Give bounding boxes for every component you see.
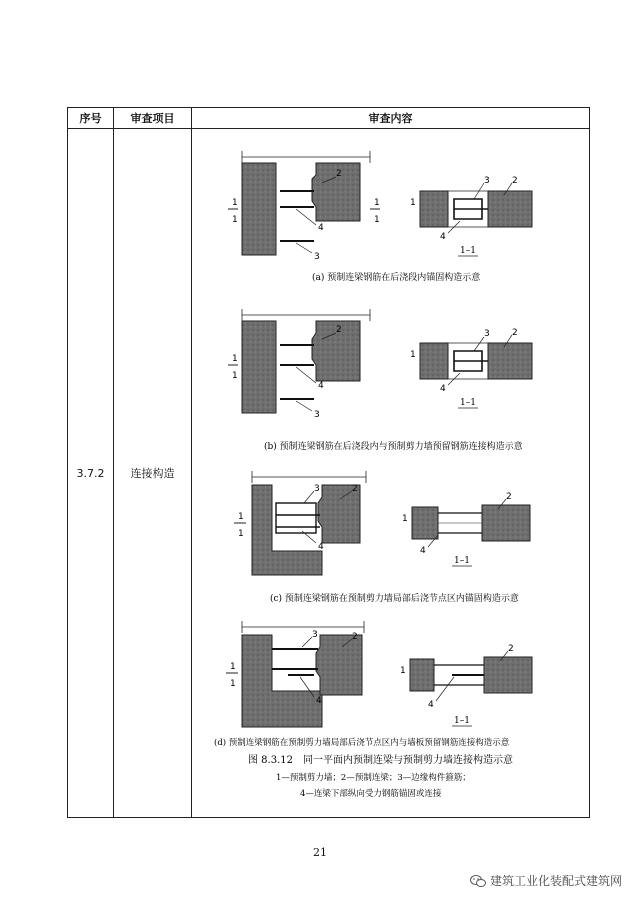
callout-1: 1 xyxy=(410,350,416,360)
caption-a: (a) 预制连梁钢筋在后浇段内锚固构造示意 xyxy=(312,273,481,283)
cut-mark: 1 xyxy=(374,215,380,225)
callout-1: 1 xyxy=(410,198,416,208)
callout-4: 4 xyxy=(440,384,446,394)
table-header-row xyxy=(68,108,590,129)
callout-3: 3 xyxy=(484,176,490,186)
wechat-icon xyxy=(470,874,486,888)
callout-3: 3 xyxy=(484,329,490,339)
cut-mark: 1 xyxy=(232,198,238,208)
figure-legend-line-2: 4—连梁下部纵向受力钢筋锚固或连接 xyxy=(300,789,442,799)
header-item: 审查项目 xyxy=(114,108,192,129)
section-label: 1–1 xyxy=(460,246,476,256)
cut-mark: 1 xyxy=(232,371,238,381)
diagram-c-plan xyxy=(234,471,366,575)
cut-mark: 1 xyxy=(238,512,244,522)
callout-2: 2 xyxy=(512,328,518,338)
diagram-b-plan xyxy=(228,309,370,420)
callout-2: 2 xyxy=(506,492,512,502)
callout-3: 3 xyxy=(314,252,320,262)
section-label: 1–1 xyxy=(460,398,476,408)
diagram-a-plan xyxy=(228,151,380,262)
callout-3: 3 xyxy=(314,410,320,420)
connection-figure xyxy=(192,129,590,819)
watermark-text: 建筑工业化装配式建筑网 xyxy=(489,874,622,888)
cut-mark: 1 xyxy=(232,215,238,225)
diagram-b-section xyxy=(410,328,532,408)
figure-title: 图 8.3.12 同一平面内预制连梁与预制剪力墙连接构造示意 xyxy=(248,755,513,766)
row-topic: 连接构造 xyxy=(114,129,192,818)
diagram-d-section xyxy=(400,644,532,726)
table-row xyxy=(68,129,590,818)
callout-4: 4 xyxy=(318,223,324,233)
watermark xyxy=(470,872,622,889)
callout-4: 4 xyxy=(420,546,426,556)
row-code: 3.7.2 xyxy=(68,129,114,818)
callout-1: 1 xyxy=(400,666,406,676)
callout-4: 4 xyxy=(316,696,322,706)
cut-mark: 1 xyxy=(230,679,236,689)
cut-mark: 1 xyxy=(232,354,238,364)
callout-4: 4 xyxy=(318,381,324,391)
callout-4: 4 xyxy=(318,542,324,552)
callout-3: 3 xyxy=(312,630,318,640)
callout-4: 4 xyxy=(440,232,446,242)
figure-cell xyxy=(192,129,590,818)
callout-2: 2 xyxy=(352,632,358,642)
page-number: 21 xyxy=(313,846,327,859)
section-label: 1–1 xyxy=(454,556,470,566)
caption-b: (b) 预制连梁钢筋在后浇段内与预制剪力墙预留钢筋连接构造示意 xyxy=(264,442,523,452)
diagram-a-section xyxy=(410,176,532,256)
callout-4: 4 xyxy=(428,700,434,710)
cut-mark: 1 xyxy=(238,529,244,539)
header-serial: 序号 xyxy=(68,108,114,129)
callout-2: 2 xyxy=(512,176,518,186)
callout-3: 3 xyxy=(314,484,320,494)
callout-1: 1 xyxy=(402,514,408,524)
callout-2: 2 xyxy=(336,325,342,335)
section-label: 1–1 xyxy=(454,716,470,726)
figure-legend-line-1: 1—预制剪力墙；2—预制连梁；3—边缘构件箍筋； xyxy=(276,773,471,783)
diagram-c-section xyxy=(402,492,530,566)
diagram-d-plan xyxy=(226,621,364,727)
cut-mark: 1 xyxy=(230,662,236,672)
cut-mark: 1 xyxy=(374,198,380,208)
header-content: 审查内容 xyxy=(192,108,590,129)
callout-2: 2 xyxy=(336,169,342,179)
callout-2: 2 xyxy=(352,484,358,494)
review-table xyxy=(67,107,590,818)
callout-2: 2 xyxy=(508,644,514,654)
caption-d: (d) 预制连梁钢筋在预制剪力墙局部后浇节点区内与墙板预留钢筋连接构造示意 xyxy=(214,738,510,748)
caption-c: (c) 预制连梁钢筋在预制剪力墙局部后浇节点区内锚固构造示意 xyxy=(270,594,519,604)
